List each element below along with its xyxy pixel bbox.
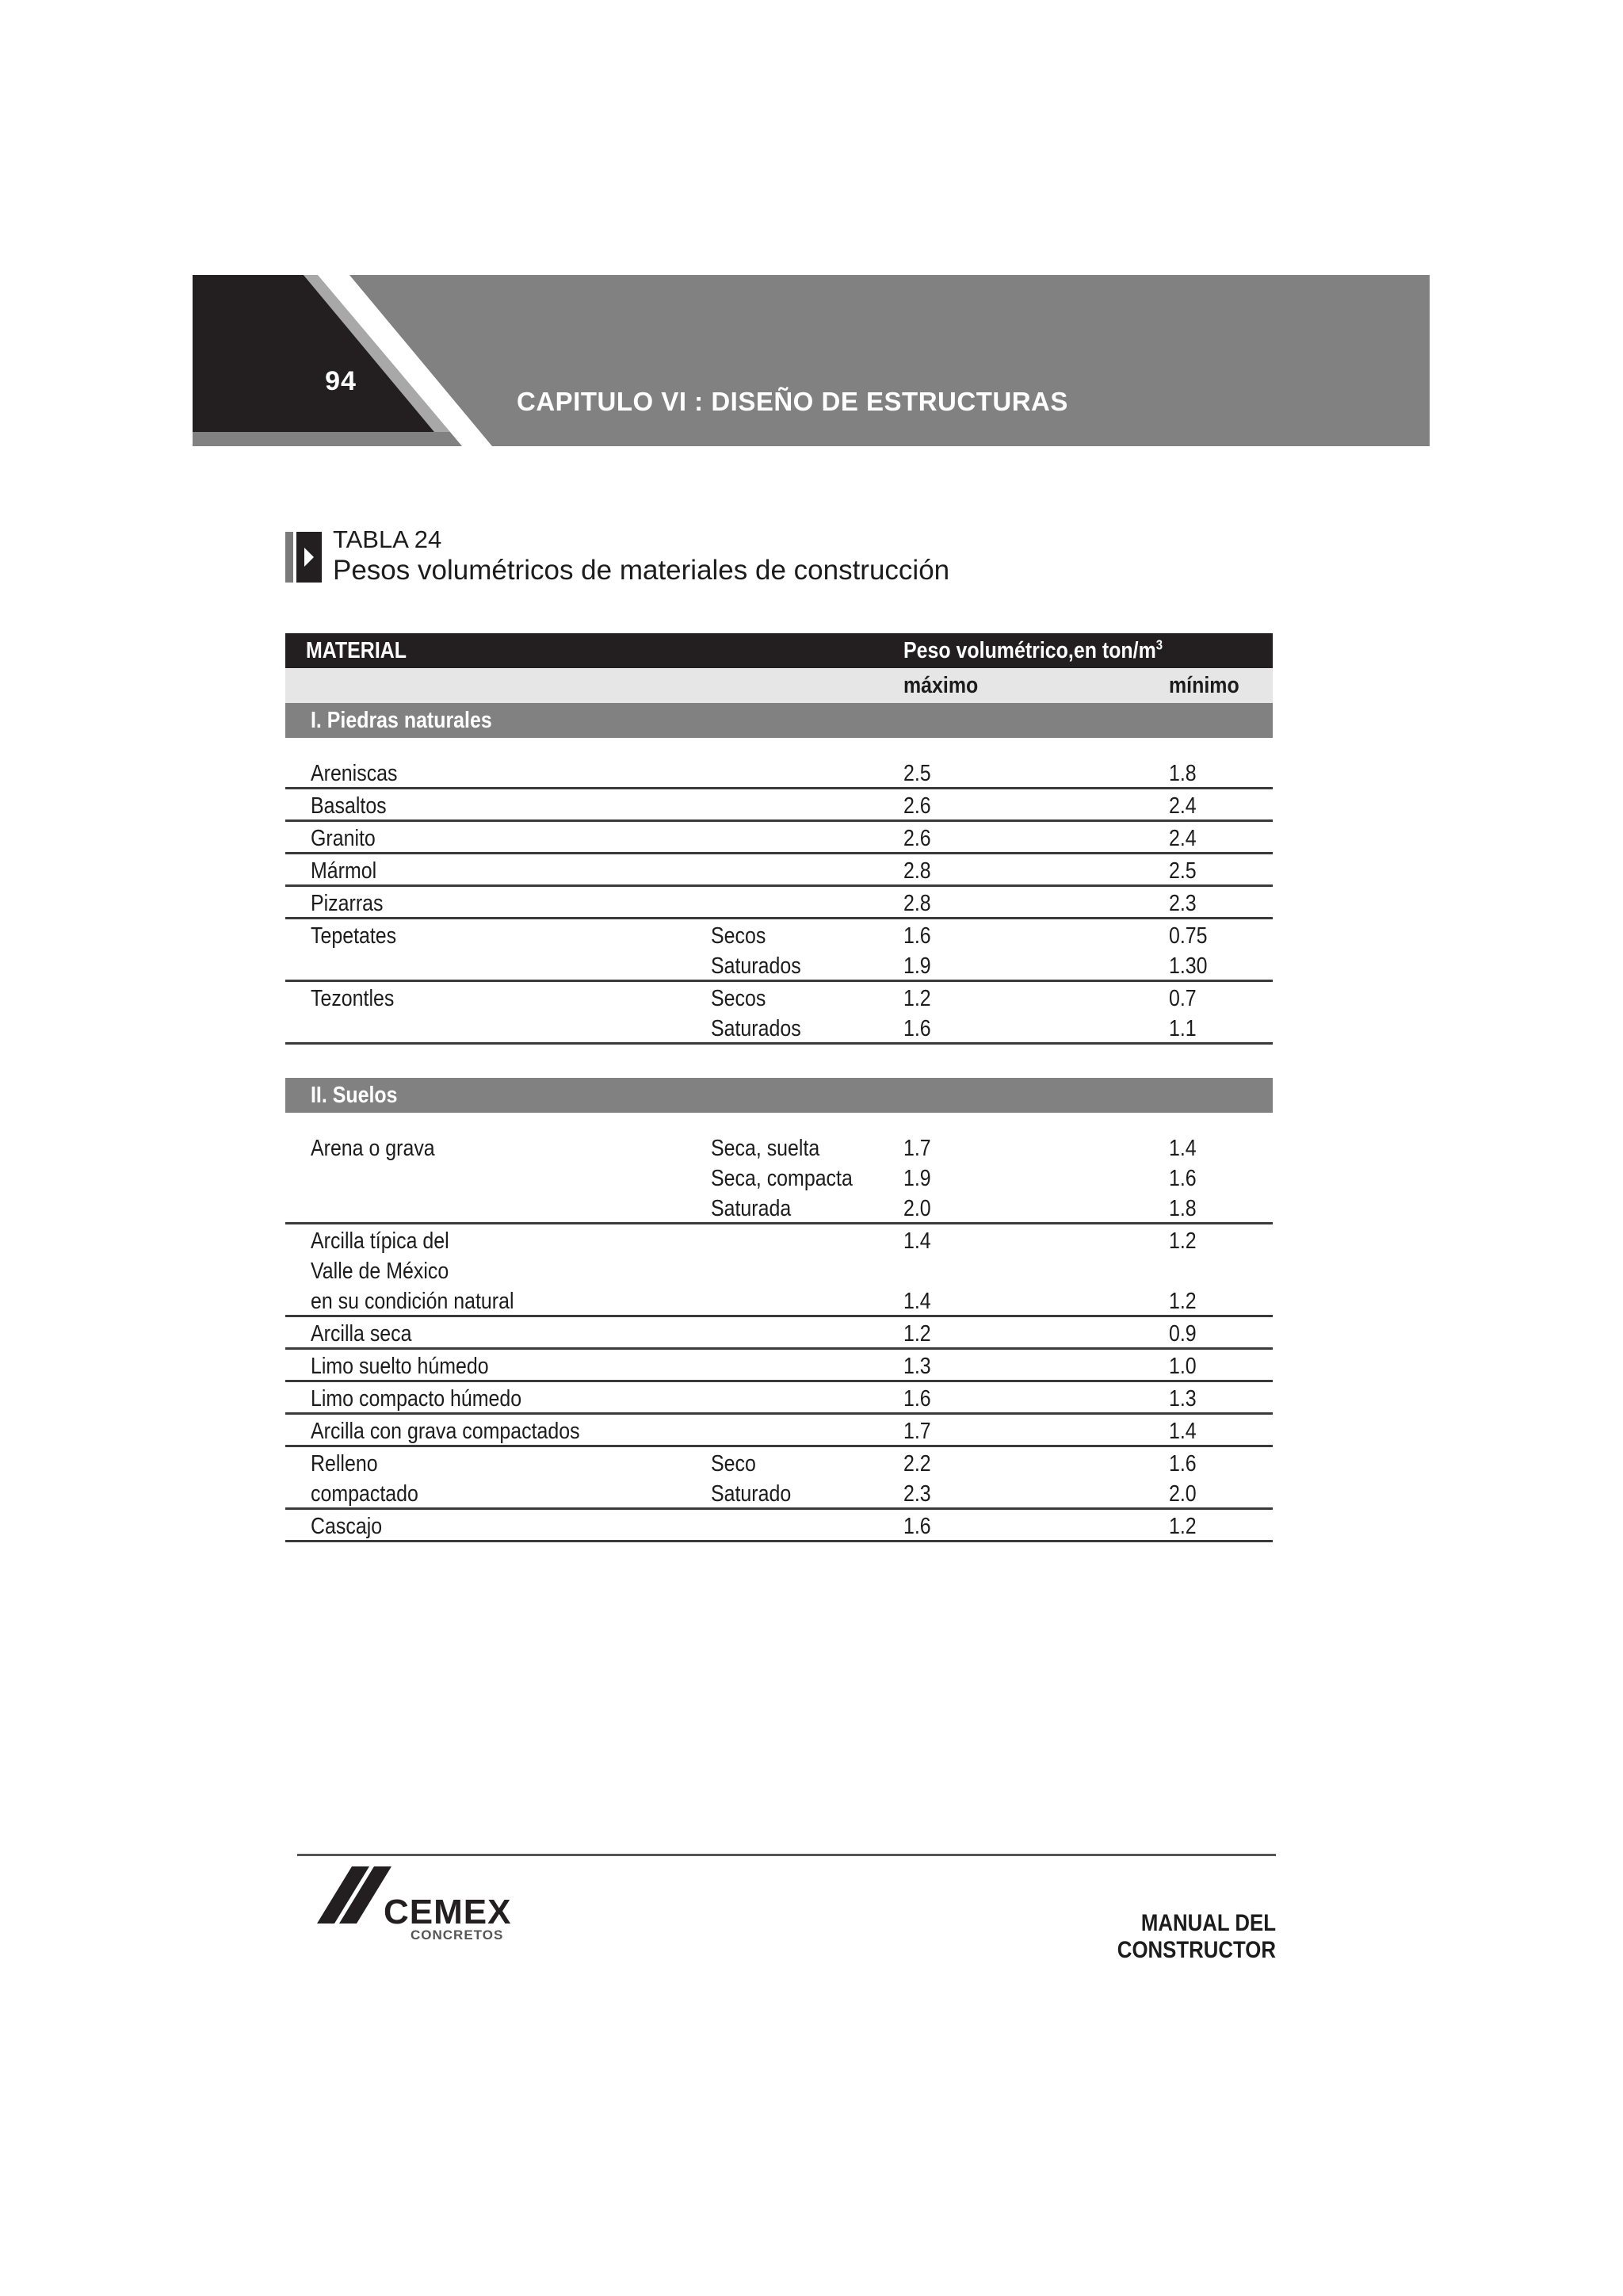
cell-min: 1.2 xyxy=(1169,1289,1197,1314)
cell-min: 1.4 xyxy=(1169,1136,1197,1161)
cell-condition: Seco xyxy=(711,1451,756,1477)
table-row xyxy=(285,789,1273,822)
table-line xyxy=(285,789,1273,819)
table-line xyxy=(285,1382,1273,1412)
table-row xyxy=(285,1132,1273,1224)
cell-condition: Seca, compacta xyxy=(711,1166,853,1191)
cell-material: Relleno xyxy=(311,1451,378,1477)
cell-max: 1.7 xyxy=(903,1419,931,1444)
table-line xyxy=(285,1192,1273,1222)
cell-material: Valle de México xyxy=(311,1259,449,1284)
table-line xyxy=(285,1415,1273,1445)
cell-min: 2.3 xyxy=(1169,891,1197,916)
cell-max: 2.8 xyxy=(903,858,931,884)
page-number: 94 xyxy=(325,366,357,396)
cell-max: 2.2 xyxy=(903,1451,931,1477)
table-row xyxy=(285,1350,1273,1382)
cell-min: 1.6 xyxy=(1169,1451,1197,1477)
table-row xyxy=(285,1415,1273,1447)
table-line xyxy=(285,1350,1273,1380)
cell-min: 1.0 xyxy=(1169,1354,1197,1379)
cell-max: 2.3 xyxy=(903,1481,931,1507)
cell-material: Pizarras xyxy=(311,891,384,916)
cell-max: 1.9 xyxy=(903,953,931,979)
cell-min: 1.4 xyxy=(1169,1419,1197,1444)
table-label: TABLA 24 xyxy=(333,525,442,553)
cell-min: 1.30 xyxy=(1169,953,1208,979)
cell-material: Granito xyxy=(311,826,376,851)
table-row xyxy=(285,1447,1273,1510)
cell-min: 2.5 xyxy=(1169,858,1197,884)
column-header-material: MATERIAL xyxy=(306,638,407,663)
svg-text:CONCRETOS: CONCRETOS xyxy=(411,1927,504,1943)
cell-max: 1.7 xyxy=(903,1136,931,1161)
cell-condition: Saturados xyxy=(711,1016,801,1041)
column-header-peso: Peso volumétrico,en ton/$m^3$ xyxy=(903,636,1163,663)
table-line xyxy=(285,822,1273,852)
table-row xyxy=(285,1224,1273,1317)
cell-condition: Secos xyxy=(711,923,766,949)
cell-material: Arcilla típica del xyxy=(311,1228,449,1254)
cell-max: 1.2 xyxy=(903,1321,931,1347)
cell-material: Areniscas xyxy=(311,761,398,786)
cell-min: 1.6 xyxy=(1169,1166,1197,1191)
cell-material: Tepetates xyxy=(311,923,397,949)
cell-material: Arena o grava xyxy=(311,1136,435,1161)
cell-material: Arcilla seca xyxy=(311,1321,412,1347)
cell-min: 1.1 xyxy=(1169,1016,1197,1041)
table-row xyxy=(285,1382,1273,1415)
cell-material: Cascajo xyxy=(311,1514,383,1539)
cell-min: 1.2 xyxy=(1169,1228,1197,1254)
table-line xyxy=(285,1162,1273,1192)
svg-text:CEMEX: CEMEX xyxy=(384,1893,512,1931)
table-line xyxy=(285,949,1273,980)
cell-material: Basaltos xyxy=(311,793,387,819)
cell-max: 2.0 xyxy=(903,1196,931,1221)
cell-min: 1.8 xyxy=(1169,1196,1197,1221)
cell-condition: Secos xyxy=(711,986,766,1011)
footer-rule xyxy=(297,1854,1276,1856)
cell-max: 1.9 xyxy=(903,1166,931,1191)
cell-condition: Seca, suelta xyxy=(711,1136,820,1161)
cell-material: en su condición natural xyxy=(311,1289,514,1314)
cell-condition: Saturada xyxy=(711,1196,792,1221)
table-line xyxy=(285,1285,1273,1315)
cell-min: 2.4 xyxy=(1169,793,1197,819)
cell-material: Limo compacto húmedo xyxy=(311,1386,522,1412)
banner-dark-corner xyxy=(193,275,494,446)
table-line xyxy=(285,1477,1273,1507)
table-line xyxy=(285,1447,1273,1477)
table-row xyxy=(285,757,1273,789)
cell-min: 0.7 xyxy=(1169,986,1197,1011)
table-line xyxy=(285,854,1273,884)
table-line xyxy=(285,982,1273,1012)
cell-min: 1.2 xyxy=(1169,1514,1197,1539)
section-header xyxy=(285,703,1273,738)
cell-max: 1.6 xyxy=(903,1514,931,1539)
cemex-logo xyxy=(317,1866,523,1943)
section-title: I. Piedras naturales xyxy=(311,708,492,733)
cell-material: Mármol xyxy=(311,858,377,884)
table-row xyxy=(285,1510,1273,1542)
cell-min: 2.4 xyxy=(1169,826,1197,851)
cell-max: 2.6 xyxy=(903,826,931,851)
cell-condition: Saturados xyxy=(711,953,801,979)
manual-title: MANUAL DEL CONSTRUCTOR xyxy=(1117,1910,1276,1963)
table-line xyxy=(285,1132,1273,1162)
column-header-max: máximo xyxy=(903,673,979,698)
cell-material: Limo suelto húmedo xyxy=(311,1354,489,1379)
cell-min: 0.75 xyxy=(1169,923,1208,949)
table-subheader-row xyxy=(285,668,1273,703)
table-line xyxy=(285,919,1273,949)
table-line xyxy=(285,757,1273,787)
cell-max: 1.4 xyxy=(903,1228,931,1254)
weights-table xyxy=(285,633,1273,1542)
cell-min: 0.9 xyxy=(1169,1321,1197,1347)
cell-material: compactado xyxy=(311,1481,418,1507)
table-line xyxy=(285,887,1273,917)
cell-min: 2.0 xyxy=(1169,1481,1197,1507)
table-row xyxy=(285,919,1273,982)
cell-material: Tezontles xyxy=(311,986,395,1011)
cell-max: 1.3 xyxy=(903,1354,931,1379)
cell-max: 1.6 xyxy=(903,923,931,949)
cell-max: 1.6 xyxy=(903,1016,931,1041)
table-row xyxy=(285,1317,1273,1350)
chapter-title: CAPITULO VI : DISEÑO DE ESTRUCTURAS xyxy=(517,387,1068,416)
table-line xyxy=(285,1510,1273,1540)
table-header-row xyxy=(285,633,1273,668)
table-row xyxy=(285,887,1273,919)
table-row xyxy=(285,854,1273,887)
table-line xyxy=(285,1224,1273,1255)
table-line xyxy=(285,1012,1273,1042)
cell-max: 1.4 xyxy=(903,1289,931,1314)
cell-min: 1.3 xyxy=(1169,1386,1197,1412)
cell-max: 2.6 xyxy=(903,793,931,819)
cell-min: 1.8 xyxy=(1169,761,1197,786)
cell-max: 1.2 xyxy=(903,986,931,1011)
cell-max: 2.8 xyxy=(903,891,931,916)
cell-max: 1.6 xyxy=(903,1386,931,1412)
table-marker-icon xyxy=(285,532,322,583)
table-line xyxy=(285,1317,1273,1347)
section-header xyxy=(285,1078,1273,1113)
table-row xyxy=(285,822,1273,854)
table-row xyxy=(285,982,1273,1045)
cell-condition: Saturado xyxy=(711,1481,792,1507)
table-line xyxy=(285,1255,1273,1285)
cell-max: 2.5 xyxy=(903,761,931,786)
column-header-min: mínimo xyxy=(1169,673,1239,698)
cell-material: Arcilla con grava compactados xyxy=(311,1419,580,1444)
table-title: Pesos volumétricos de materiales de construcción xyxy=(333,555,950,586)
section-title: II. Suelos xyxy=(311,1083,398,1108)
